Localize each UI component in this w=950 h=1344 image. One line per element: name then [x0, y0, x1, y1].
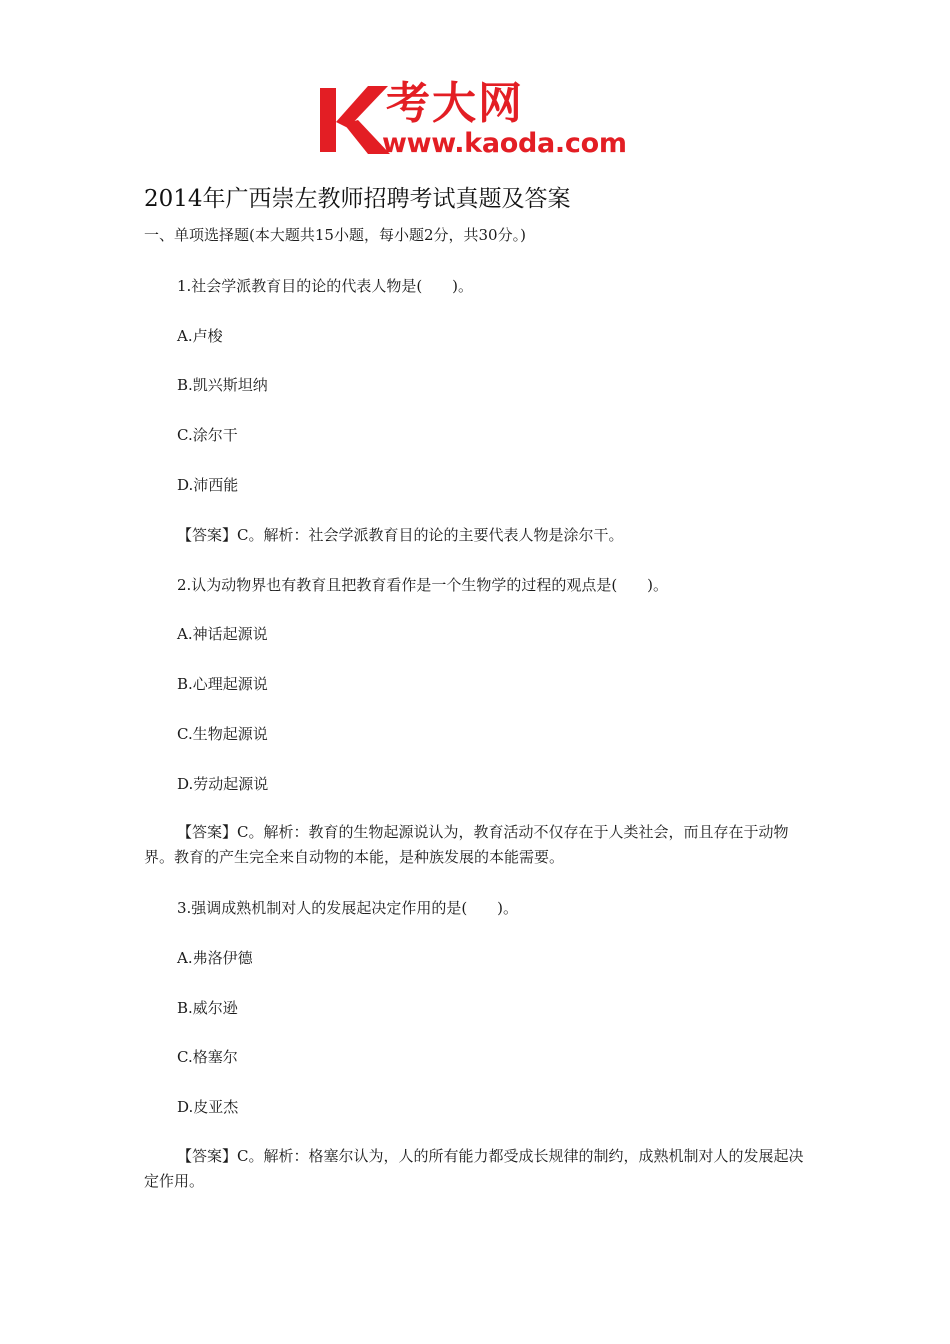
section-heading: 一、单项选择题(本大题共15小题，每小题2分，共30分。) — [144, 226, 526, 244]
question-1-answer: 【答案】C。解析：社会学派教育目的论的主要代表人物是涂尔干。 — [177, 526, 624, 544]
question-1-option-b: B.凯兴斯坦纳 — [177, 376, 268, 394]
question-3-stem: 3.强调成熟机制对人的发展起决定作用的是( )。 — [177, 899, 519, 917]
question-2-stem: 2.认为动物界也有教育且把教育看作是一个生物学的过程的观点是( )。 — [177, 576, 669, 594]
question-1-stem: 1.社会学派教育目的论的代表人物是( )。 — [177, 277, 474, 295]
question-1-option-d: D.沛西能 — [177, 476, 239, 494]
question-3-answer: 【答案】C。解析：格塞尔认为，人的所有能力都受成长规律的制约，成熟机制对人的发展起决定作用。 — [144, 1147, 804, 1190]
question-3-option-c: C.格塞尔 — [177, 1048, 238, 1066]
question-2-option-d: D.劳动起源说 — [177, 775, 269, 793]
question-2-option-a: A.神话起源说 — [177, 625, 268, 643]
question-3-option-d: D.皮亚杰 — [177, 1098, 239, 1116]
logo-url-text: www.kaoda.com — [382, 128, 627, 159]
question-2-option-c: C.生物起源说 — [177, 725, 268, 743]
question-2-answer: 【答案】C。解析：教育的生物起源说认为，教育活动不仅存在于人类社会，而且存在于动物界。教育的产生完全来自动物的本能，是种族发展的本能需要。 — [144, 823, 789, 866]
kaoda-logo — [318, 78, 640, 160]
question-2-option-b: B.心理起源说 — [177, 675, 268, 693]
question-1-option-a: A.卢梭 — [177, 327, 223, 345]
question-3-option-a: A.弗洛伊德 — [177, 949, 253, 967]
document-title: 2014年广西崇左教师招聘考试真题及答案 — [144, 186, 571, 212]
question-3-option-b: B.威尔逊 — [177, 999, 238, 1017]
question-1-option-c: C.涂尔干 — [177, 426, 238, 444]
logo-brand-text: 考大网 — [386, 78, 524, 129]
k-logo-icon — [318, 84, 392, 156]
